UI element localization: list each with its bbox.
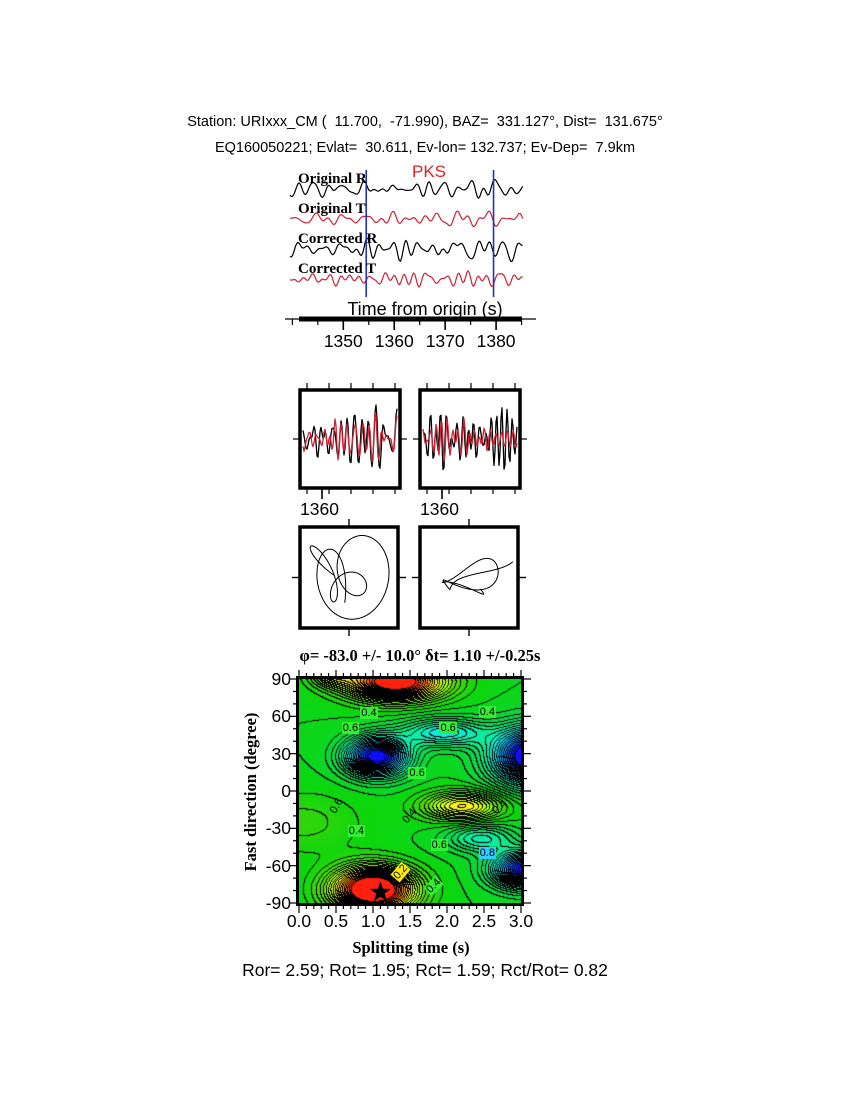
contour-ytick--30: -30 xyxy=(265,818,291,839)
time-tick-1370: 1370 xyxy=(425,331,465,351)
contour-xtick-1.0: 1.0 xyxy=(360,911,386,931)
contour-xtick-1.5: 1.5 xyxy=(397,911,423,931)
contour-ylabel: Fast direction (degree) xyxy=(241,712,260,872)
trace-label-1: Original T xyxy=(298,201,366,217)
compare-tick-label-0: 1360 xyxy=(300,499,339,519)
quality-ratios-footer: Ror= 2.59; Rot= 1.95; Rct= 1.59; Rct/Rot= 0.82 xyxy=(242,960,608,980)
contour-level-label-10: 0.6 xyxy=(431,838,447,851)
contour-xtick-2.0: 2.0 xyxy=(434,911,460,931)
contour-level-label-0: 0.4 xyxy=(361,706,377,719)
contour-level-label-12: 0.2 xyxy=(391,862,411,882)
contour-level-label-2: 0.6 xyxy=(342,721,359,734)
contour-xlabel: Splitting time (s) xyxy=(352,938,470,957)
contour-xtick-0.0: 0.0 xyxy=(286,911,312,931)
contour-xtick-2.5: 2.5 xyxy=(471,911,497,931)
time-tick-1350: 1350 xyxy=(323,331,363,351)
contour-ytick-60: 60 xyxy=(271,706,291,727)
contour-ytick--60: -60 xyxy=(265,855,291,876)
contour-level-label-11: 0.8 xyxy=(479,847,495,860)
contour-ytick-30: 30 xyxy=(271,743,291,764)
contour-level-label-5: 0.6 xyxy=(409,766,425,779)
contour-xtick-3.0: 3.0 xyxy=(508,911,534,931)
contour-level-label-13: 0.4 xyxy=(423,876,443,896)
phase-pick-label: PKS xyxy=(412,162,447,181)
station-header: Station: URIxxx_CM ( 11.700, -71.990), BAZ= 331.127°, Dist= 131.675° xyxy=(187,114,663,130)
contour-level-label-1: 0.4 xyxy=(479,705,495,718)
contour-xtick-0.5: 0.5 xyxy=(323,911,349,931)
contour-level-label-8: 0.4 xyxy=(490,797,510,817)
contour-ytick--90: -90 xyxy=(265,893,291,913)
compare-tick-label-1: 1360 xyxy=(420,499,459,519)
event-header: EQ160050221; Evlat= 30.611, Ev-lon= 132.737; Ev-Dep= 7.9km xyxy=(214,140,636,156)
contour-level-label-4: 0.8 xyxy=(387,739,407,759)
contour-level-label-9: 0.4 xyxy=(348,825,365,838)
trace-label-0: Original R xyxy=(298,171,367,187)
contour-title: φ= -83.0 +/- 10.0° δt= 1.10 +/-0.25s xyxy=(299,646,541,665)
trace-label-2: Corrected R xyxy=(298,231,378,247)
contour-level-label-6: 0.6 xyxy=(328,796,347,816)
time-tick-1380: 1380 xyxy=(476,331,516,351)
time-tick-1360: 1360 xyxy=(374,331,414,351)
contour-ytick-0: 0 xyxy=(281,781,291,801)
time-axis-title: Time from origin (s) xyxy=(347,299,503,319)
contour-level-label-3: 0.6 xyxy=(440,721,456,734)
trace-label-3: Corrected T xyxy=(298,261,377,277)
contour-level-label-7: 0.4 xyxy=(400,806,420,826)
contour-ytick-90: 90 xyxy=(271,669,291,689)
